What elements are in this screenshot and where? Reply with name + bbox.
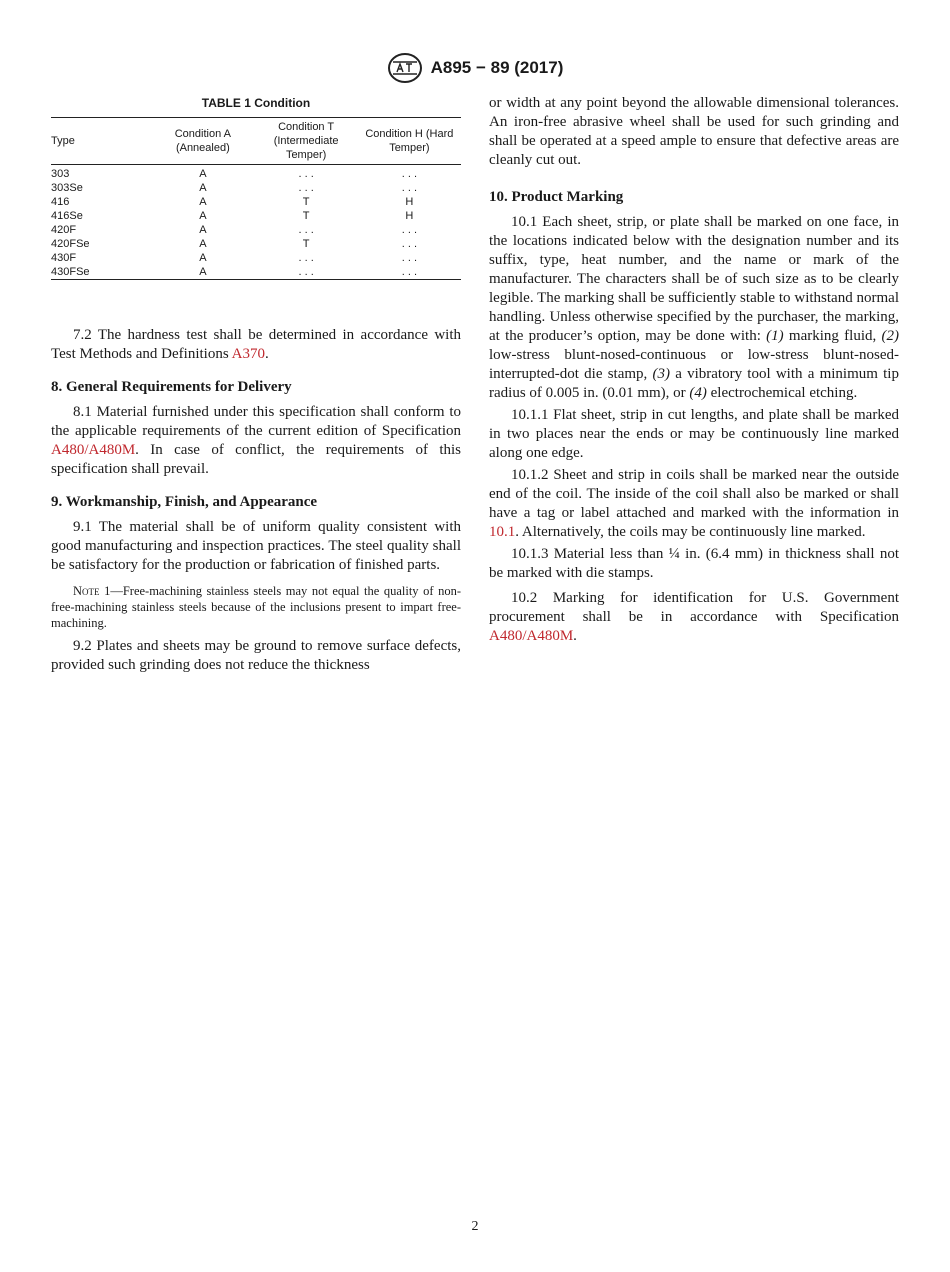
table-row [51,195,461,209]
paragraph-9-2-start: 9.2 Plates and sheets may be ground to remove surface defects, provided such grinding does not reduce the thickness [51,638,461,673]
link-a480-a480m[interactable]: A480/A480M [51,442,136,458]
cell-type: 303Se [51,182,83,194]
note-1: Note 1—Free-machining stainless steels may not equal the quality of non-free-machining stainless steels because of the inclusions present to impart free-machining. [51,584,461,630]
cell-type: 416Se [51,210,83,222]
cell-type: 430F [51,252,77,264]
cell-type: 416 [51,196,70,208]
paragraph-10-2: 10.2 Marking for identification for U.S. Government procurement shall be in accordance with Specification A480/A480M. [489,590,899,644]
cell-condition-h: . . . [401,224,417,236]
link-a480-a480m-2[interactable]: A480/A480M [489,628,574,644]
paragraph-10-1-3: 10.1.3 Material less than ¼ in. (6.4 mm) in thickness shall not be marked with die stamps. [489,546,899,581]
cell-condition-a: A [199,168,207,180]
cell-condition-h: H [405,210,414,222]
paragraph-9-2-continued: or width at any point beyond the allowable dimensional tolerances. An iron-free abrasive wheel shall be used for such grinding and shall be operated at a speed ample to ensure that defective areas are cleanly cut out. [489,95,899,168]
col-header-type: Type [51,135,75,147]
heading-section-8: 8. General Requirements for Delivery [51,379,292,395]
cell-condition-a: A [199,266,207,278]
table-title: TABLE 1 Condition [201,96,311,110]
cell-condition-t: T [302,196,310,208]
table-row [51,251,461,265]
paragraph-8-1: 8.1 Material furnished under this specification shall conform to the applicable requirements of the current edition of Specification A480/A480M. In case of conflict, the requirements of this specification shall prevail. [51,404,461,477]
cell-condition-h: . . . [401,182,417,194]
paragraph-10-1-1: 10.1.1 Flat sheet, strip in cut lengths, and plate shall be marked in two places near the ends or may be continuously line marked along one edge. [489,407,899,461]
table-row [51,265,461,280]
cell-condition-a: A [199,224,207,236]
table-row [51,209,461,223]
cell-condition-t: . . . [298,266,314,278]
cell-condition-h: . . . [401,168,417,180]
cell-condition-a: A [199,252,207,264]
table-row [51,165,461,182]
cell-condition-h: . . . [401,266,417,278]
paragraph-9-1: 9.1 The material shall be of uniform quality consistent with good manufacturing and inspection practices. The steel quality shall be satisfactory for the production or fabrication of finished parts. [51,519,461,573]
cell-condition-h: . . . [401,252,417,264]
cell-type: 430FSe [51,266,90,278]
heading-section-10: 10. Product Marking [489,189,624,205]
col-header-condition-t: Condition T (Intermediate Temper) [273,121,339,161]
cell-condition-a: A [199,196,207,208]
table-header-row [51,118,461,165]
cell-condition-h: H [405,196,414,208]
cell-type: 303 [51,168,70,180]
cell-condition-t: T [302,238,310,250]
paragraph-7-2: 7.2 The hardness test shall be determined in accordance with Test Methods and Definitions A370. [51,327,461,362]
cell-type: 420F [51,224,77,236]
cell-type: 420FSe [51,238,90,250]
table-row [51,223,461,237]
page-header [0,52,950,89]
cell-condition-h: . . . [401,238,417,250]
col-header-condition-a: Condition A (Annealed) [174,128,231,154]
left-column [51,94,461,675]
cell-condition-t: . . . [298,252,314,264]
paragraph-10-1: 10.1 Each sheet, strip, or plate shall be marked on one face, in the locations indicated below with the designation number and its suffix, type, heat number, and the name or mark of the manufacturer. The characters shall be of such size as to be clearly legible. The marking shall be sufficiently stable to withstand normal handling. Unless otherwise specified by the purchaser, the marking, at the producer’s option, may be done with: (1) marking fluid, (2) low-stress blunt-nosed-continuous or low-stress blunt-nosed-interrupted-dot die stamp, (3) a vibratory tool with a minimum tip radius of 0.005 in. (0.01 mm), or (4) electrochemical etching. [489,214,899,401]
table-row [51,237,461,251]
col-header-condition-h: Condition H (Hard Temper) [365,128,454,154]
cell-condition-a: A [199,210,207,222]
cell-condition-t: . . . [298,182,314,194]
cell-condition-t: . . . [298,168,314,180]
table-row [51,181,461,195]
condition-table [51,117,461,280]
astm-logo-icon [387,52,423,84]
document-designation: A895 − 89 (2017) [430,58,564,77]
cell-condition-t: . . . [298,224,314,236]
right-column [489,94,899,646]
cell-condition-a: A [199,182,207,194]
link-section-10-1[interactable]: 10.1 [489,524,516,540]
cell-condition-t: T [302,210,310,222]
page-number: 2 [471,1219,479,1234]
link-a370[interactable]: A370 [231,346,265,362]
paragraph-10-1-2: 10.1.2 Sheet and strip in coils shall be marked near the outside end of the coil. The inside of the coil shall also be marked or shall have a tag or label attached and marked with the information in 10.1. Alternatively, the coils may be continuously line marked. [489,467,899,540]
heading-section-9: 9. Workmanship, Finish, and Appearance [51,494,318,510]
cell-condition-a: A [199,238,207,250]
